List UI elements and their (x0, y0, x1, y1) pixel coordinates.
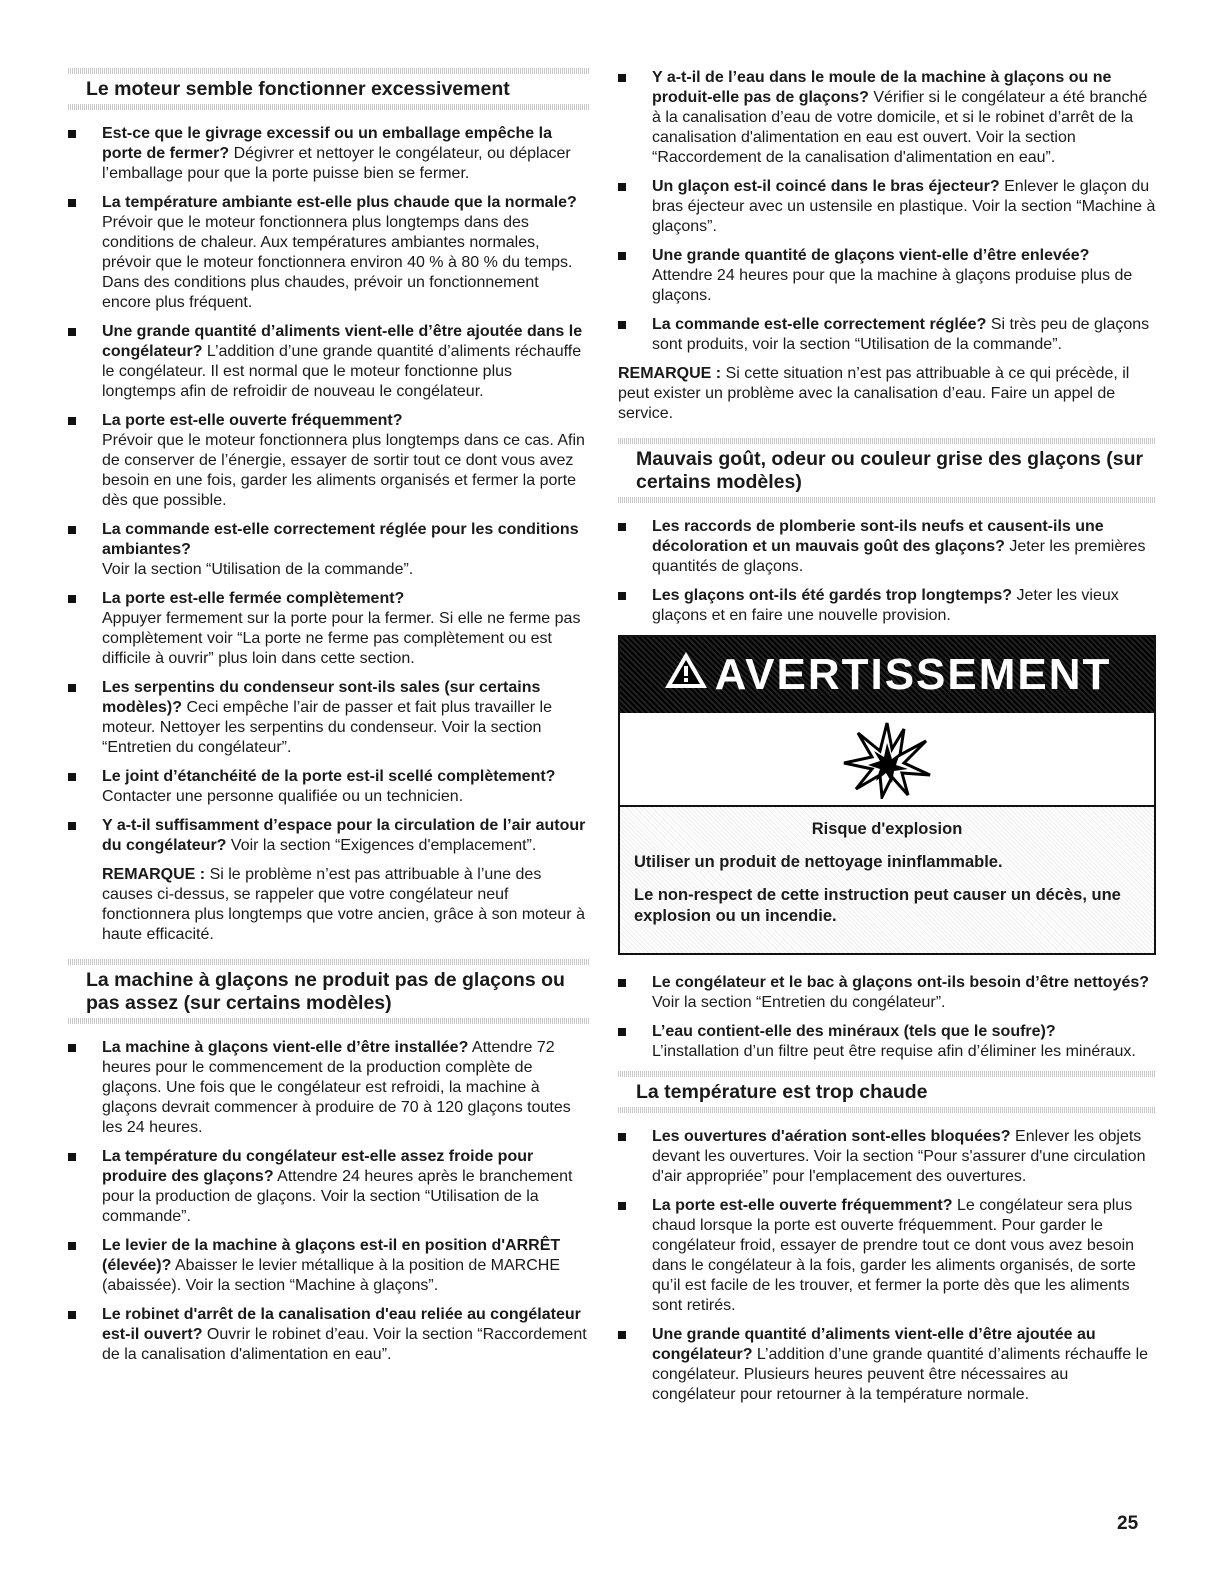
bullet-icon (68, 773, 76, 781)
warning-line: Utiliser un produit de nettoyage ininflammable. (634, 853, 1003, 871)
bullet-icon (68, 328, 76, 336)
list-item: Les raccords de plomberie sont-ils neufs et causent-ils une décoloration et un mauvais goût des glaçons? Jeter les premières quantités de glaçons. (618, 517, 1156, 577)
bullet-icon (68, 130, 76, 138)
list-item: La commande est-elle correctement réglée pour les conditions ambiantes? Voir la section “Utilisation de la commande”. (68, 520, 590, 580)
list-item: Un glaçon est-il coincé dans le bras éjecteur? Enlever le glaçon du bras éjecteur avec un ustensile en plastique. Voir la section “Machine à glaçons”. (618, 177, 1156, 237)
list-item: Une grande quantité d’aliments vient-elle d’être ajoutée dans le congélateur? L’addition d’une grande quantité d’aliments réchauffe le congélateur. Il est normal que le moteur fonctionne plus longtemps afin de refroidir de nouveau le congélateur. (68, 322, 590, 402)
page-number: 25 (1117, 1513, 1139, 1534)
list-item: Le joint d’étanchéité de la porte est-il scellé complètement? Contacter une personne qualifiée ou un technicien. (68, 767, 590, 807)
list-item: La porte est-elle ouverte fréquemment? Prévoir que le moteur fonctionnera plus longtemps dans ce cas. Afin de conserver de l’énergie, essayer de sortir tout ce dont vous avez besoin en une fois, garder les aliments organisés et fermer la porte dès que possible. (68, 411, 590, 511)
warning-title: Risque d'explosion (811, 820, 963, 838)
bullet-icon (618, 321, 626, 329)
motor-list (68, 124, 590, 856)
taste-list (618, 517, 1156, 626)
bullet-icon (68, 684, 76, 692)
list-item: Est-ce que le givrage excessif ou un emballage empêche la porte de fermer? Dégivrer et nettoyer le congélateur, ou déplacer l’emballage pour que la porte puisse bien se fermer. (68, 124, 590, 184)
icemaker-list (68, 1038, 590, 1365)
list-item: La température ambiante est-elle plus chaude que la normale? Prévoir que le moteur fonctionnera plus longtemps dans des conditions de chaleur. Aux températures ambiantes normales, prévoir que le moteur fonctionnera environ 40 % à 80 % du temps. Dans des conditions plus chaudes, prévoir un fonctionnement encore plus fréquent. (68, 193, 590, 313)
section-heading-taste: Mauvais goût, odeur ou couleur grise des glaçons (sur certains modèles) (618, 438, 1156, 503)
list-item: La porte est-elle fermée complètement? Appuyer fermement sur la porte pour la fermer. Si elle ne ferme pas complètement voir “La porte ne ferme pas complètement ou est difficile à ouvrir” plus loin dans cette section. (68, 589, 590, 669)
bullet-icon (68, 526, 76, 534)
warning-triangle-icon (663, 650, 709, 701)
section-heading-icemaker: La machine à glaçons ne produit pas de glaçons ou pas assez (sur certains modèles) (68, 959, 590, 1024)
list-item: Une grande quantité de glaçons vient-elle d’être enlevée? Attendre 24 heures pour que la machine à glaçons produise plus de glaçons. (618, 246, 1156, 306)
taste-list-continued (618, 973, 1156, 1062)
bullet-icon (618, 252, 626, 260)
list-item: L’eau contient-elle des minéraux (tels que le soufre)? L’installation d’un filtre peut être requise afin d’éliminer les minéraux. (618, 1022, 1156, 1062)
list-item: Y a-t-il de l’eau dans le moule de la machine à glaçons ou ne produit-elle pas de glaçons? Vérifier si le congélateur a été branché à la canalisation d’eau de votre domicile, et si le robinet d’arrêt de la canalisation d'alimentation en eau est ouvert. Voir la section “Raccordement de la canalisation d'alimentation en eau”. (618, 68, 1156, 168)
bullet-icon (618, 979, 626, 987)
list-item: Les ouvertures d'aération sont-elles bloquées? Enlever les objets devant les ouvertures. Voir la section “Pour s'assurer d'une circulation d'air appropriée” pour l'emplacement des ouvertures. (618, 1127, 1156, 1187)
list-item: La machine à glaçons vient-elle d’être installée? Attendre 72 heures pour le commencement de la production complète de glaçons. Une fois que le congélateur est refroidi, la machine à glaçons devrait commencer à produire de 70 à 120 glaçons toutes les 24 heures. (68, 1038, 590, 1138)
bullet-icon (68, 199, 76, 207)
bullet-icon (618, 1202, 626, 1210)
section-heading-motor: Le moteur semble fonctionner excessivement (68, 68, 590, 110)
bullet-icon (68, 822, 76, 830)
warning-line: Le non-respect de cette instruction peut causer un décès, une explosion ou un incendie. (634, 886, 1121, 925)
warning-box (618, 635, 1156, 955)
note-paragraph: REMARQUE : Si le problème n’est pas attribuable à l’une des causes ci-dessus, se rappeler que votre congélateur neuf fonctionnera plus longtemps que votre ancien, grâce à son moteur à haute efficacité. (102, 866, 585, 943)
bullet-icon (68, 1311, 76, 1319)
icemaker-list-continued (618, 68, 1156, 355)
left-column (68, 68, 590, 1374)
list-item: Le robinet d'arrêt de la canalisation d'eau reliée au congélateur est-il ouvert? Ouvrir le robinet d’eau. Voir la section “Raccordement de la canalisation d'alimentation en eau”. (68, 1305, 590, 1365)
list-item: Une grande quantité d’aliments vient-elle d’être ajoutée au congélateur? L’addition d’une grande quantité d’aliments réchauffe le congélateur. Plusieurs heures peuvent être nécessaires au congélateur pour retourner à la température normale. (618, 1325, 1156, 1405)
bullet-icon (618, 592, 626, 600)
bullet-icon (68, 595, 76, 603)
list-item: Les glaçons ont-ils été gardés trop longtemps? Jeter les vieux glaçons et en faire une nouvelle provision. (618, 586, 1156, 626)
list-item: La commande est-elle correctement réglée? Si très peu de glaçons sont produits, voir la section “Utilisation de la commande”. (618, 315, 1156, 355)
right-column (618, 68, 1156, 1414)
bullet-icon (68, 1242, 76, 1250)
list-item: Le levier de la machine à glaçons est-il en position d'ARRÊT (élevée)? Abaisser le levier métallique à la position de MARCHE (abaissée). Voir la section “Machine à glaçons”. (68, 1236, 590, 1296)
explosion-icon (620, 713, 1154, 807)
list-item: Y a-t-il suffisamment d’espace pour la circulation de l’air autour du congélateur? Voir la section “Exigences d'emplacement”. (68, 816, 590, 856)
list-item: Le congélateur et le bac à glaçons ont-ils besoin d’être nettoyés? Voir la section “Entretien du congélateur”. (618, 973, 1156, 1013)
list-item: La température du congélateur est-elle assez froide pour produire des glaçons? Attendre 24 heures après le branchement pour la production de glaçons. Voir la section “Utilisation de la commande”. (68, 1147, 590, 1227)
temperature-list (618, 1127, 1156, 1405)
warning-banner: AVERTISSEMENT (620, 637, 1154, 713)
bullet-icon (618, 1331, 626, 1339)
list-item: La porte est-elle ouverte fréquemment? Le congélateur sera plus chaud lorsque la porte est ouverte fréquemment. Pour garder le congélateur froid, essayer de prendre tout ce dont vous avez besoin dans le congélateur à la fois, garder les aliments organisés, de sorte qu’il est facile de les trouver, et fermer la porte dès que les aliments sont retirés. (618, 1196, 1156, 1316)
bullet-icon (618, 523, 626, 531)
list-item: Les serpentins du condenseur sont-ils sales (sur certains modèles)? Ceci empêche l’air de passer et fait plus travailler le moteur. Nettoyer les serpentins du condenseur. Voir la section “Entretien du congélateur”. (68, 678, 590, 758)
bullet-icon (618, 183, 626, 191)
bullet-icon (618, 1133, 626, 1141)
section-heading-temperature: La température est trop chaude (618, 1071, 1156, 1113)
bullet-icon (68, 417, 76, 425)
bullet-icon (618, 1028, 626, 1036)
bullet-icon (618, 74, 626, 82)
bullet-icon (68, 1044, 76, 1052)
bullet-icon (68, 1153, 76, 1161)
note-paragraph: REMARQUE : Si cette situation n’est pas attribuable à ce qui précède, il peut exister un problème avec la canalisation d’eau. Faire un appel de service. (618, 365, 1130, 422)
warning-body (620, 807, 1154, 953)
